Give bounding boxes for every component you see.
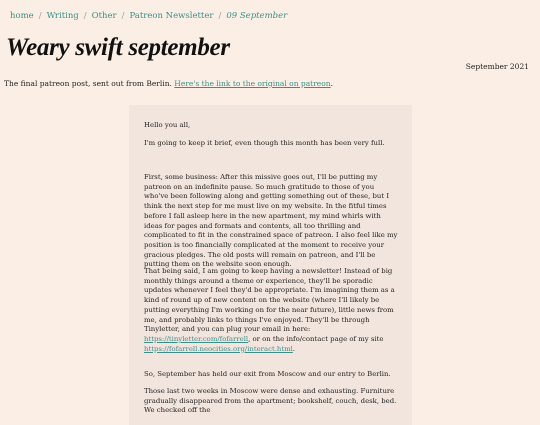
breadcrumb — [10, 10, 287, 22]
breadcrumb-separator: / — [38, 11, 42, 21]
letter-paragraph: First, some business: After this missive goes out, I'll be putting my patreon on an indefinite pause. So much gratitude to those of you who've been following along and getting something out of these, but I think the next step for me must live on my website. In the fitful times before I fall asleep here in the new apartment, my mind whirls with ideas for pages and formats and contents, all too thrilling and complicated to fit in the constrained space of patreon. I also feel like my position is too financially complicated at the moment to receive your gracious pledges. The old posts will remain on patreon, and I'll be putting them on the website soon enough. — [144, 173, 398, 269]
breadcrumb-other-link[interactable]: Other — [91, 11, 117, 21]
page-title: Weary swift september — [6, 34, 230, 61]
breadcrumb-writing-link[interactable]: Writing — [46, 11, 79, 21]
letter-paragraph: I'm going to keep it brief, even though this month has been very full. — [144, 139, 385, 147]
intro-trailing: . — [330, 79, 333, 88]
breadcrumb-current: 09 September — [226, 11, 288, 21]
breadcrumb-separator: / — [83, 11, 87, 21]
letter-greeting: Hello you all, — [144, 121, 191, 129]
post-date: September 2021 — [465, 62, 529, 71]
breadcrumb-newsletter-link[interactable]: Patreon Newsletter — [129, 11, 214, 21]
letter-text: . — [292, 344, 296, 353]
letter-text: That being said, I am going to keep having a newsletter! Instead of big monthly things around a theme or experience, they'll be sporadic updates whenever I feel they'd be appropriate. I'm imagining them as a kind of round up of new content on the website (where I'll likely be putting everything I'm working on for the near future), little news from me, and probably links to things I've enjoyed. They'll be through Tinyletter, and you can plug your email in here: — [144, 267, 395, 334]
letter-paragraph: So, September has held our exit from Moscow and our entry to Berlin. — [144, 370, 391, 378]
letter-body — [129, 105, 412, 425]
intro-text — [4, 79, 333, 88]
breadcrumb-separator: / — [218, 11, 222, 21]
breadcrumb-home-link[interactable]: home — [10, 11, 34, 21]
letter-paragraph: Those last two weeks in Moscow were dense and exhausting. Furniture gradually disappeared from the apartment; bookshelf, couch, desk, bed. We checked off the — [144, 387, 397, 415]
tinyletter-link[interactable]: https://tinyletter.com/fofarrell — [144, 334, 249, 343]
interact-page-link[interactable]: https://fofarrell.neocities.org/interact.html — [144, 344, 293, 353]
breadcrumb-separator: / — [121, 11, 125, 21]
letter-text: , or on the info/contact page of my site — [248, 334, 384, 343]
patreon-original-link[interactable]: Here's the link to the original on patreon — [174, 79, 331, 88]
intro-label: The final patreon post, sent out from Berlin. — [4, 79, 175, 88]
letter-paragraph — [144, 267, 400, 354]
